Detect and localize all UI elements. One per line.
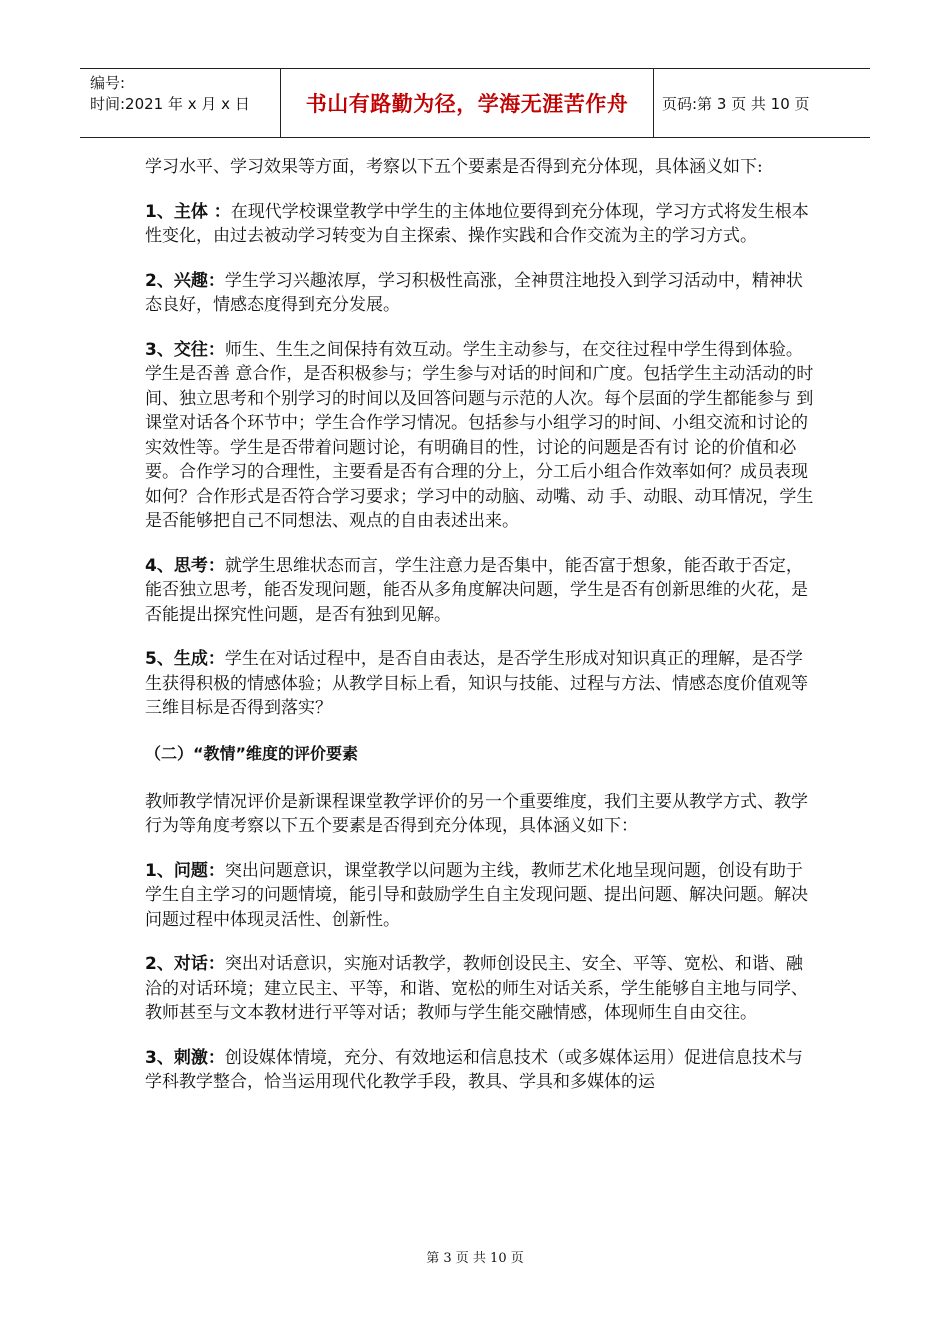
item-label: 1、主体 ： [145, 201, 231, 222]
item-label: 2、对话： [145, 954, 225, 974]
page-footer: 第 3 页 共 10 页 [426, 1251, 524, 1266]
item-label: 4、思考： [145, 555, 225, 576]
number-label: 编号: [90, 74, 126, 92]
item-text: 学生学习兴趣浓厚，学习积极性高涨，全神贯注地投入到学习活动中，精神状态良好，情感态度得到充分发展。 [145, 270, 803, 315]
date-label: 时间:2021 年 x 月 x 日 [90, 95, 250, 113]
item-text: 突出问题意识，课堂教学以问题为主线，教师艺术化地呈现问题，创设有助于学生自主学习的问题情境，能引导和鼓励学生自主发现问题、提出问题、解决问题。解决问题过程中体现灵活性、创新性。 [145, 860, 808, 930]
item-text: 就学生思维状态而言，学生注意力是否集中，能否富于想象，能否敢于否定，能否独立思考，能否发现问题，能否从多角度解决问题，学生是否有创新思维的火花，是否能提出探究性问题，是否有独到见解。 [145, 555, 808, 625]
page-header [80, 68, 870, 138]
item-label: 3、交往： [145, 339, 225, 360]
list-item [145, 269, 817, 318]
document-body [145, 155, 817, 1115]
header-motto: 书山有路勤为径，学海无涯苦作舟 [281, 69, 654, 137]
item-label: 2、兴趣： [145, 270, 225, 291]
list-item [145, 647, 817, 721]
list-item [145, 952, 817, 1026]
item-text: 创设媒体情境，充分、有效地运和信息技术（或多媒体运用）促进信息技术与学科教学整合，恰当运用现代化教学手段，教具、学具和多媒体的运 [145, 1047, 803, 1092]
list-item [145, 859, 817, 933]
item-label: 5、生成： [145, 649, 225, 669]
intro-paragraph: 学习水平、学习效果等方面，考察以下五个要素是否得到充分体现，具体涵义如下: [145, 157, 763, 177]
header-meta [80, 69, 281, 137]
item-text: 学生在对话过程中，是否自由表达，是否学生形成对知识真正的理解，是否学生获得积极的情感体验；从教学目标上看，知识与技能、过程与方法、情感态度价值观等三维目标是否得到落实？ [145, 649, 808, 718]
section-heading: （二）“教情”维度的评价要素 [145, 743, 359, 763]
section-intro: 教师教学情况评价是新课程课堂教学评价的另一个重要维度，我们主要从教学方式、教学行为等角度考察以下五个要素是否得到充分体现，具体涵义如下： [145, 791, 808, 836]
item-text: 在现代学校课堂教学中学生的主体地位要得到充分体现，学习方式将发生根本性变化，由过去被动学习转变为自主探索、操作实践和合作交流为主的学习方式。 [145, 201, 809, 246]
list-item [145, 1046, 817, 1095]
item-text: 师生、生生之间保持有效互动。学生主动参与，在交往过程中学生得到体验。学生是否善 意合作，是否积极参与；学生参与对话的时间和广度。包括学生主动活动的时间、独立思考和个别学习的时间以及回答问题与示范的人次。每个层面的学生都能参与 到课堂对话各个环节中；学生合作学习情况。包括参与小组学习的时间、小组交流和讨论的实效性等。学生是否带着问题讨论，有明确目的性，讨论的问题是否有讨 论的价值和必要。合作学习的合理性，主要看是否有合理的分上，分工后小组合作效率如何？成员表现如何？合作形式是否符合学习要求；学习中的动脑、动嘴、动 手、动眼、动耳情况，学生是否能够把自己不同想法、观点的自由表述出来。 [145, 339, 814, 531]
item-label: 1、问题： [145, 860, 225, 881]
header-page-info: 页码:第 3 页 共 10 页 [662, 94, 810, 113]
list-item [145, 338, 817, 534]
item-label: 3、刺激： [145, 1047, 225, 1068]
list-item [145, 200, 817, 249]
item-text: 突出对话意识，实施对话教学，教师创设民主、安全、平等、宽松、和谐、融洽的对话环境；建立民主、平等，和谐、宽松的师生对话关系，学生能够自主地与同学、教师甚至与文本教材进行平等对话；教师与学生能交融情感，体现师生自由交往。 [145, 954, 808, 1023]
list-item [145, 554, 817, 628]
